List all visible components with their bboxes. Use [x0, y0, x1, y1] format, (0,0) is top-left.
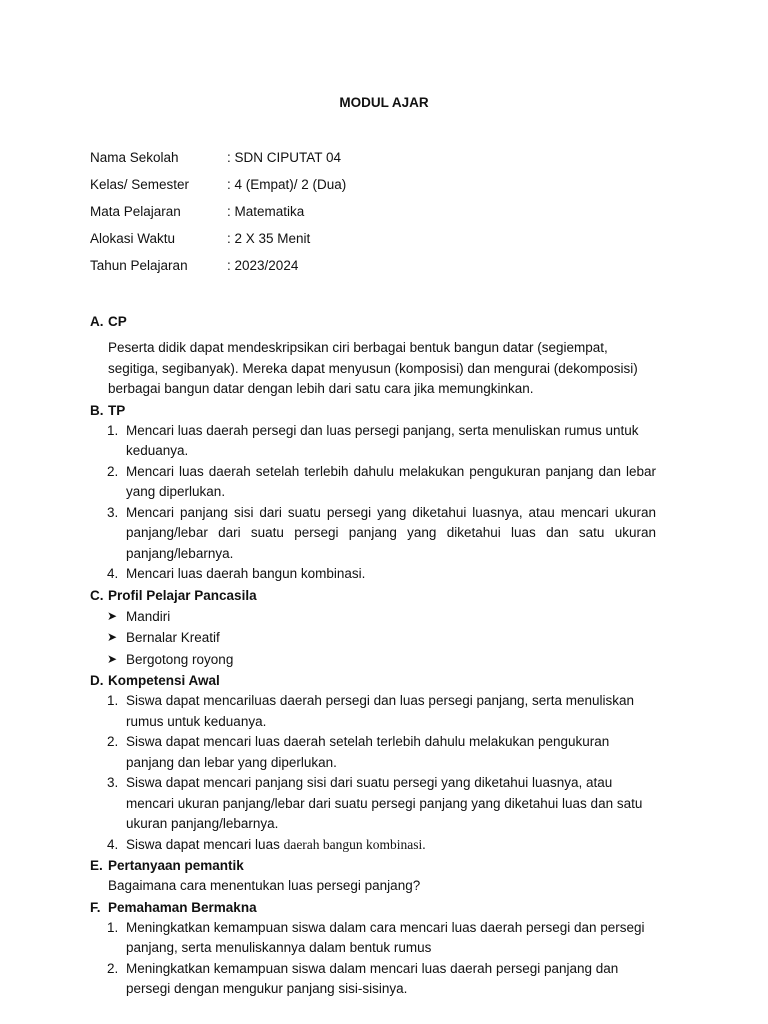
identity-row-year — [90, 258, 346, 285]
item-text: Meningkatkan kemampuan siswa dalam cara mencari luas daerah persegi dan persegi panjang, serta menuliskannya dalam bentuk rumus — [126, 919, 645, 955]
item-text: Mencari luas daerah bangun kombinasi. — [126, 566, 366, 581]
item-number: 1. — [107, 919, 119, 935]
profil-list — [90, 606, 670, 671]
arrowhead-bullet-icon: ➤ — [107, 651, 118, 666]
section-heading-kompetensi — [90, 671, 670, 691]
list-item — [90, 732, 670, 773]
section-title: Pertanyaan pemantik — [108, 858, 244, 873]
tp-list — [90, 421, 670, 585]
item-text — [126, 835, 656, 856]
list-item — [90, 773, 670, 835]
item-number: 2. — [107, 734, 119, 749]
list-item — [90, 564, 670, 585]
section-title: Kompetensi Awal — [108, 673, 220, 688]
item-number: 3. — [107, 775, 119, 790]
section-title: TP — [108, 402, 126, 418]
identity-row-subject — [90, 204, 346, 231]
kompetensi-list — [90, 691, 670, 855]
identity-row-time — [90, 231, 346, 258]
section-title: Pemahaman Bermakna — [108, 899, 257, 915]
item-text: Bernalar Kreatif — [126, 630, 220, 645]
section-title: Profil Pelajar Pancasila — [108, 587, 257, 603]
identity-label: Kelas/ Semester — [90, 177, 190, 192]
item-number: 1. — [107, 693, 119, 708]
item-text: Mencari luas daerah setelah terlebih dahulu melakukan pengukuran panjang dan lebar yang diperlukan. — [126, 463, 656, 499]
identity-label: Nama Sekolah — [90, 150, 179, 165]
identity-value: : 2 X 35 Menit — [227, 231, 310, 258]
section-letter: D. — [90, 673, 104, 688]
section-title: CP — [108, 314, 127, 329]
list-item — [90, 835, 670, 856]
item-text: Mencari panjang sisi dari suatu persegi yang diketahui luasnya, atau mencari ukuran panjang/lebar dari suatu persegi panjang yang diketahui luas dan satu ukuran panjang/lebarnya. — [126, 504, 656, 561]
section-heading-profil — [90, 586, 670, 606]
item-number: 2. — [107, 463, 119, 479]
identity-label: Mata Pelajaran — [90, 204, 181, 219]
identity-row-class — [90, 177, 346, 204]
item-text-part: daerah bangun kombinasi. — [283, 836, 426, 852]
cp-paragraph: Peserta didik dapat mendeskripsikan ciri berbagai bentuk bangun datar (segiempat, segitiga, segibanyak). Mereka dapat menyusun (komposisi) dan mengurai (dekomposisi) berbagai bangun datar dengan lebih dari satu cara jika memungkinkan. — [108, 340, 638, 396]
item-text: Siswa dapat mencari panjang sisi dari suatu persegi yang diketahui luasnya, atau mencari ukuran panjang/lebar dari suatu persegi panjang yang diketahui luas dan satu ukuran panjang/lebarnya. — [126, 775, 643, 831]
item-text-part: Siswa dapat mencari luas — [126, 836, 284, 852]
pemahaman-list — [90, 918, 670, 1000]
item-number: 3. — [107, 504, 119, 520]
section-heading-tp — [90, 401, 670, 421]
identity-value: : 4 (Empat)/ 2 (Dua) — [227, 177, 346, 204]
section-heading-pemahaman — [90, 898, 670, 918]
item-text: Siswa dapat mencari luas daerah setelah terlebih dahulu melakukan pengukuran panjang dan lebar yang diperlukan. — [126, 734, 610, 770]
arrowhead-bullet-icon: ➤ — [107, 608, 118, 623]
identity-value: : 2023/2024 — [227, 258, 298, 285]
item-text: Meningkatkan kemampuan siswa dalam mencari luas daerah persegi panjang dan persegi dengan mengukur panjang sisi-sisinya. — [126, 960, 619, 996]
item-number: 1. — [107, 422, 119, 438]
section-letter: A. — [90, 314, 104, 329]
item-number: 4. — [107, 836, 119, 852]
list-item — [90, 627, 670, 649]
document-title: MODUL AJAR — [339, 95, 429, 110]
item-text: Bergotong royong — [126, 651, 234, 667]
identity-table — [90, 150, 346, 285]
item-text: Siswa dapat mencariluas daerah persegi dan luas persegi panjang, serta menuliskan rumus untuk keduanya. — [126, 693, 635, 729]
section-heading-cp — [90, 312, 670, 332]
section-letter: B. — [90, 402, 104, 418]
list-item — [90, 649, 670, 671]
identity-row-school — [90, 150, 346, 177]
identity-value: : Matematika — [227, 204, 304, 231]
identity-label: Alokasi Waktu — [90, 231, 176, 246]
list-item — [90, 462, 670, 503]
list-item — [90, 691, 670, 732]
item-number: 4. — [107, 566, 119, 581]
item-number: 2. — [107, 960, 119, 976]
arrowhead-bullet-icon: ➤ — [107, 630, 118, 644]
document-sections — [90, 311, 670, 1000]
list-item — [90, 918, 670, 959]
section-letter: E. — [90, 858, 103, 873]
list-item — [90, 959, 670, 1000]
list-item — [90, 421, 670, 462]
item-text: Mencari luas daerah persegi dan luas persegi panjang, serta menuliskan rumus untuk keduanya. — [126, 422, 639, 458]
identity-value: : SDN CIPUTAT 04 — [227, 150, 341, 177]
list-item — [90, 503, 670, 565]
section-heading-pemantik — [90, 856, 670, 876]
identity-label: Tahun Pelajaran — [90, 258, 188, 273]
item-text: Mandiri — [126, 608, 171, 624]
pemantik-question: Bagaimana cara menentukan luas persegi panjang? — [108, 878, 421, 893]
section-letter: C. — [90, 587, 104, 603]
list-item — [90, 606, 670, 628]
section-letter: F. — [90, 899, 101, 915]
